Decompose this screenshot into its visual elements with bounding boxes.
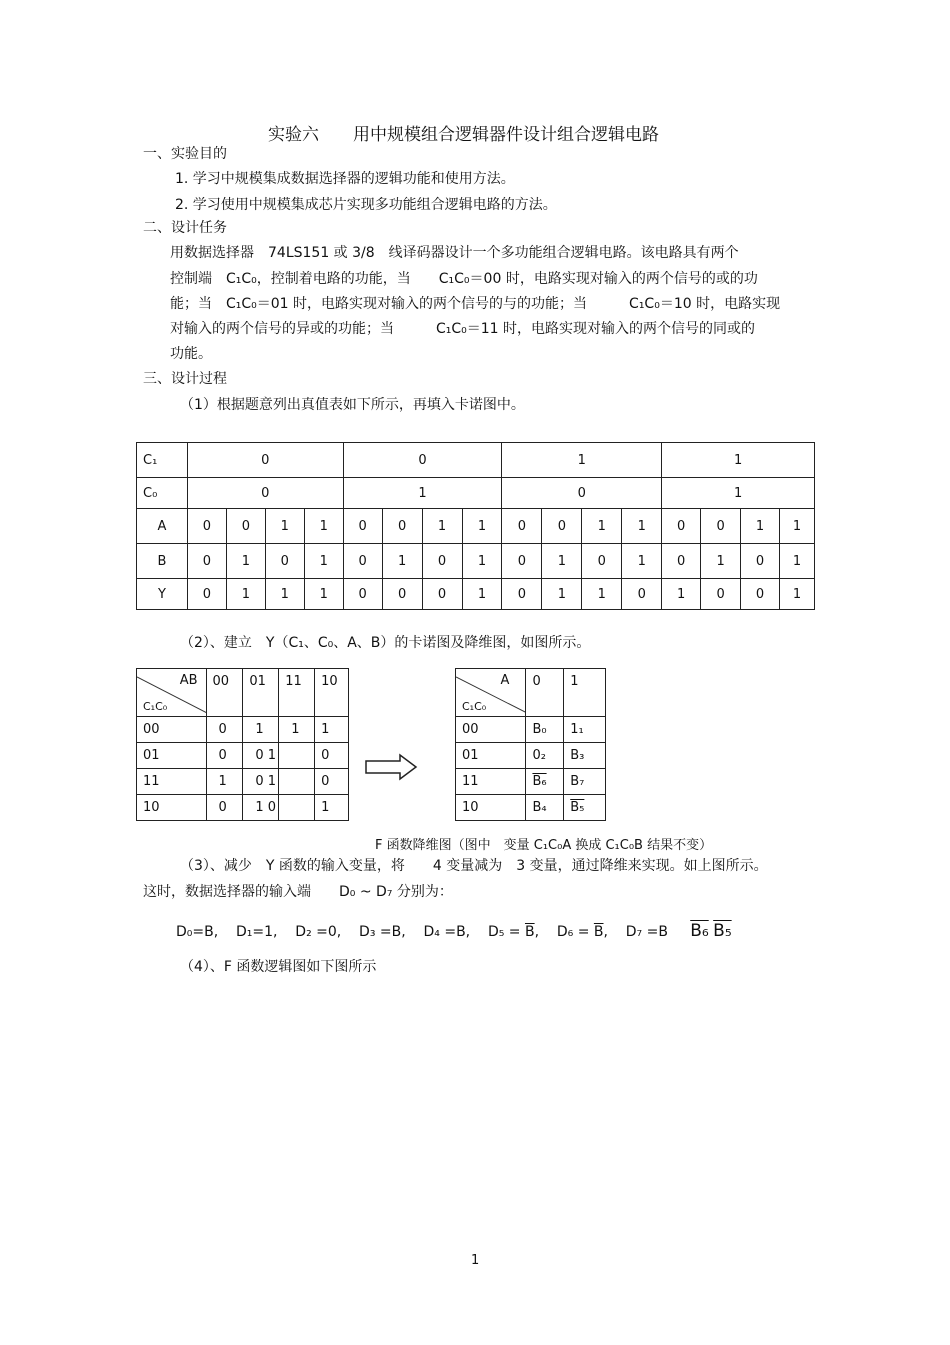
tt-value-cell: 1 <box>462 544 502 579</box>
reduced-row-label: 10 <box>456 795 526 821</box>
selector-inputs <box>176 922 732 941</box>
tt-label-b: B <box>137 544 188 579</box>
reduced-map <box>455 668 606 821</box>
tt-c1-cell: 0 <box>343 443 502 478</box>
tt-value-cell: 0 <box>622 579 662 610</box>
tt-value-cell: 0 <box>662 544 701 579</box>
tt-value-cell: 1 <box>265 579 304 610</box>
tt-label-c0: C₀ <box>137 478 188 509</box>
arrow-right-icon <box>364 753 418 781</box>
step-2-text: （2）、建立 Y（C₁、C₀、A、B）的卡诺图及降维图，如图所示。 <box>180 635 591 651</box>
kmap-corner <box>137 669 207 717</box>
reduced-col-header: 1 <box>564 669 606 717</box>
truth-table <box>136 442 815 610</box>
tt-value-cell: 1 <box>542 544 582 579</box>
tt-value-cell: 0 <box>343 579 382 610</box>
tt-label-a: A <box>137 509 188 544</box>
kmap-cell: 0 <box>315 769 349 795</box>
tt-value-cell: 0 <box>187 509 226 544</box>
karnaugh-map <box>136 668 349 821</box>
tt-c1-cell: 1 <box>502 443 662 478</box>
reduced-row-label: 00 <box>456 717 526 743</box>
kmap-cell: 1 0 <box>243 795 315 821</box>
tt-value-cell: 0 <box>502 579 542 610</box>
tt-value-cell: 1 <box>622 544 662 579</box>
tt-c0-cell: 1 <box>343 478 502 509</box>
tt-value-cell: 0 <box>187 544 226 579</box>
tt-value-cell: 1 <box>622 509 662 544</box>
section-3-heading: 三、设计过程 <box>143 371 227 387</box>
kmap-cell: 0 <box>206 717 243 743</box>
eq-d5: D₅ = <box>487 924 521 940</box>
page-number: 1 <box>471 1253 480 1268</box>
tt-label-c1: C₁ <box>137 443 188 478</box>
reduced-cell: B₃ <box>564 743 606 769</box>
kmap-row-label: 11 <box>137 769 207 795</box>
step-3-line-1: （3）、减少 Y 函数的输入变量，将 4 变量减为 3 变量，通过降维来实现。如上图所示。 <box>180 858 768 874</box>
tt-value-cell: 1 <box>582 579 622 610</box>
reduced-cell: B₇ <box>564 769 606 795</box>
eq-comma: , <box>534 924 540 940</box>
task-line-4: 对输入的两个信号的异或的功能；当 C₁C₀＝11 时，电路实现对输入的两个信号的同或的 <box>170 321 756 337</box>
tt-value-cell: 1 <box>226 579 265 610</box>
tt-value-cell: 0 <box>502 509 542 544</box>
eq-d6-value: $\overline{B}$ <box>593 924 604 940</box>
tt-value-cell: 0 <box>382 579 422 610</box>
tt-c0-cell: 1 <box>662 478 815 509</box>
tt-value-cell: 0 <box>343 509 382 544</box>
tt-value-cell: 0 <box>662 509 701 544</box>
reduced-corner-c1c0: C₁C₀ <box>462 700 487 713</box>
kmap-cell: 1 <box>206 769 243 795</box>
tt-value-cell: 1 <box>741 509 780 544</box>
tt-value-cell: 0 <box>582 544 622 579</box>
kmap-cell: 1 <box>279 717 315 743</box>
tt-value-cell: 1 <box>582 509 622 544</box>
tt-value-cell: 1 <box>382 544 422 579</box>
eq-d7: D₇ =B <box>625 924 668 940</box>
kmap-col-header: 11 <box>279 669 315 717</box>
kmap-corner-ab: AB <box>179 673 198 688</box>
tt-c1-cell: 1 <box>662 443 815 478</box>
kmap-row-label: 10 <box>137 795 207 821</box>
tt-value-cell: 1 <box>304 544 343 579</box>
eq-d1: D₁=1, <box>236 924 278 940</box>
kmap-corner-c1c0: C₁C₀ <box>143 700 168 713</box>
reduced-cell: B₆ <box>526 769 564 795</box>
tt-c0-cell: 0 <box>502 478 662 509</box>
task-line-1: 用数据选择器 74LS151 或 3/8 线译码器设计一个多功能组合逻辑电路。该电路具有两个 <box>170 245 739 261</box>
eq-b6-large: B₆ <box>690 921 709 941</box>
kmap-cell: 0 <box>206 795 243 821</box>
reduced-col-header: 0 <box>526 669 564 717</box>
tt-value-cell: 1 <box>780 544 815 579</box>
tt-value-cell: 1 <box>780 509 815 544</box>
tt-value-cell: 1 <box>780 579 815 610</box>
kmap-cell: 1 <box>243 717 279 743</box>
reduced-cell: B₀ <box>526 717 564 743</box>
reduced-cell: B₅ <box>564 795 606 821</box>
tt-c1-cell: 0 <box>187 443 343 478</box>
tt-value-cell: 1 <box>304 509 343 544</box>
tt-label-y: Y <box>137 579 188 610</box>
reduced-row-label: 01 <box>456 743 526 769</box>
task-line-2: 控制端 C₁C₀，控制着电路的功能，当 C₁C₀＝00 时，电路实现对输入的两个信号的或的功 <box>170 271 758 287</box>
reduced-cell: B₄ <box>526 795 564 821</box>
eq-d4: D₄ =B, <box>423 924 471 940</box>
section-2-heading: 二、设计任务 <box>143 220 227 236</box>
eq-comma: , <box>603 924 608 940</box>
task-line-5: 功能。 <box>170 346 212 362</box>
kmap-col-header: 01 <box>243 669 279 717</box>
tt-value-cell: 0 <box>741 544 780 579</box>
tt-value-cell: 0 <box>422 544 462 579</box>
tt-value-cell: 0 <box>265 544 304 579</box>
eq-d3: D₃ =B, <box>359 924 406 940</box>
tt-value-cell: 0 <box>226 509 265 544</box>
tt-value-cell: 1 <box>462 509 502 544</box>
tt-value-cell: 0 <box>502 544 542 579</box>
kmap-row-label: 01 <box>137 743 207 769</box>
kmap-cell: 1 <box>315 795 349 821</box>
tt-value-cell: 1 <box>542 579 582 610</box>
kmap-col-header: 10 <box>315 669 349 717</box>
kmap-cell: 0 <box>315 743 349 769</box>
kmap-col-header: 00 <box>206 669 243 717</box>
reduced-corner <box>456 669 526 717</box>
page-title: 实验六 用中规模组合逻辑器件设计组合逻辑电路 <box>268 125 659 145</box>
objective-1: 1. 学习中规模集成数据选择器的逻辑功能和使用方法。 <box>175 171 515 187</box>
step-4-text: （4）、F 函数逻辑图如下图所示 <box>180 959 377 975</box>
tt-value-cell: 1 <box>662 579 701 610</box>
tt-value-cell: 1 <box>304 579 343 610</box>
tt-value-cell: 0 <box>343 544 382 579</box>
kmap-cell: 0 <box>206 743 243 769</box>
kmap-divider <box>278 743 279 820</box>
kmap-row-label: 00 <box>137 717 207 743</box>
reduced-cell: 0₂ <box>526 743 564 769</box>
step-3-line-2: 这时，数据选择器的输入端 D₀ ~ D₇ 分别为： <box>143 884 453 900</box>
tt-value-cell: 0 <box>382 509 422 544</box>
kmap-cell: 1 <box>315 717 349 743</box>
tt-value-cell: 1 <box>226 544 265 579</box>
figure-caption: F 函数降维图（图中 变量 C₁C₀A 换成 C₁C₀B 结果不变） <box>375 838 713 853</box>
eq-d2: D₂ =0, <box>295 924 342 940</box>
tt-value-cell: 1 <box>701 544 741 579</box>
reduced-corner-a: A <box>500 673 510 688</box>
tt-value-cell: 1 <box>422 509 462 544</box>
eq-d6: D₆ = <box>556 924 590 940</box>
reduced-row-label: 11 <box>456 769 526 795</box>
task-line-3: 能；当 C₁C₀＝01 时，电路实现对输入的两个信号的与的功能；当 C₁C₀＝10 时，电路实现 <box>170 296 781 312</box>
eq-d5-value: $\overline{B}$ <box>524 924 535 940</box>
eq-b5-large: B₅ <box>713 921 732 941</box>
eq-d0: D₀=B, <box>176 924 219 940</box>
section-1-heading: 一、实验目的 <box>143 146 227 162</box>
tt-value-cell: 1 <box>462 579 502 610</box>
tt-value-cell: 1 <box>265 509 304 544</box>
kmap-cell: 0 1 <box>243 743 315 769</box>
tt-value-cell: 0 <box>741 579 780 610</box>
objective-2: 2. 学习使用中规模集成芯片实现多功能组合逻辑电路的方法。 <box>175 197 557 213</box>
tt-value-cell: 0 <box>187 579 226 610</box>
reduced-cell: 1₁ <box>564 717 606 743</box>
tt-value-cell: 0 <box>701 509 741 544</box>
kmap-cell: 0 1 <box>243 769 315 795</box>
tt-value-cell: 0 <box>701 579 741 610</box>
step-1-text: （1）根据题意列出真值表如下所示，再填入卡诺图中。 <box>180 397 525 413</box>
tt-value-cell: 0 <box>542 509 582 544</box>
tt-c0-cell: 0 <box>187 478 343 509</box>
tt-value-cell: 0 <box>422 579 462 610</box>
